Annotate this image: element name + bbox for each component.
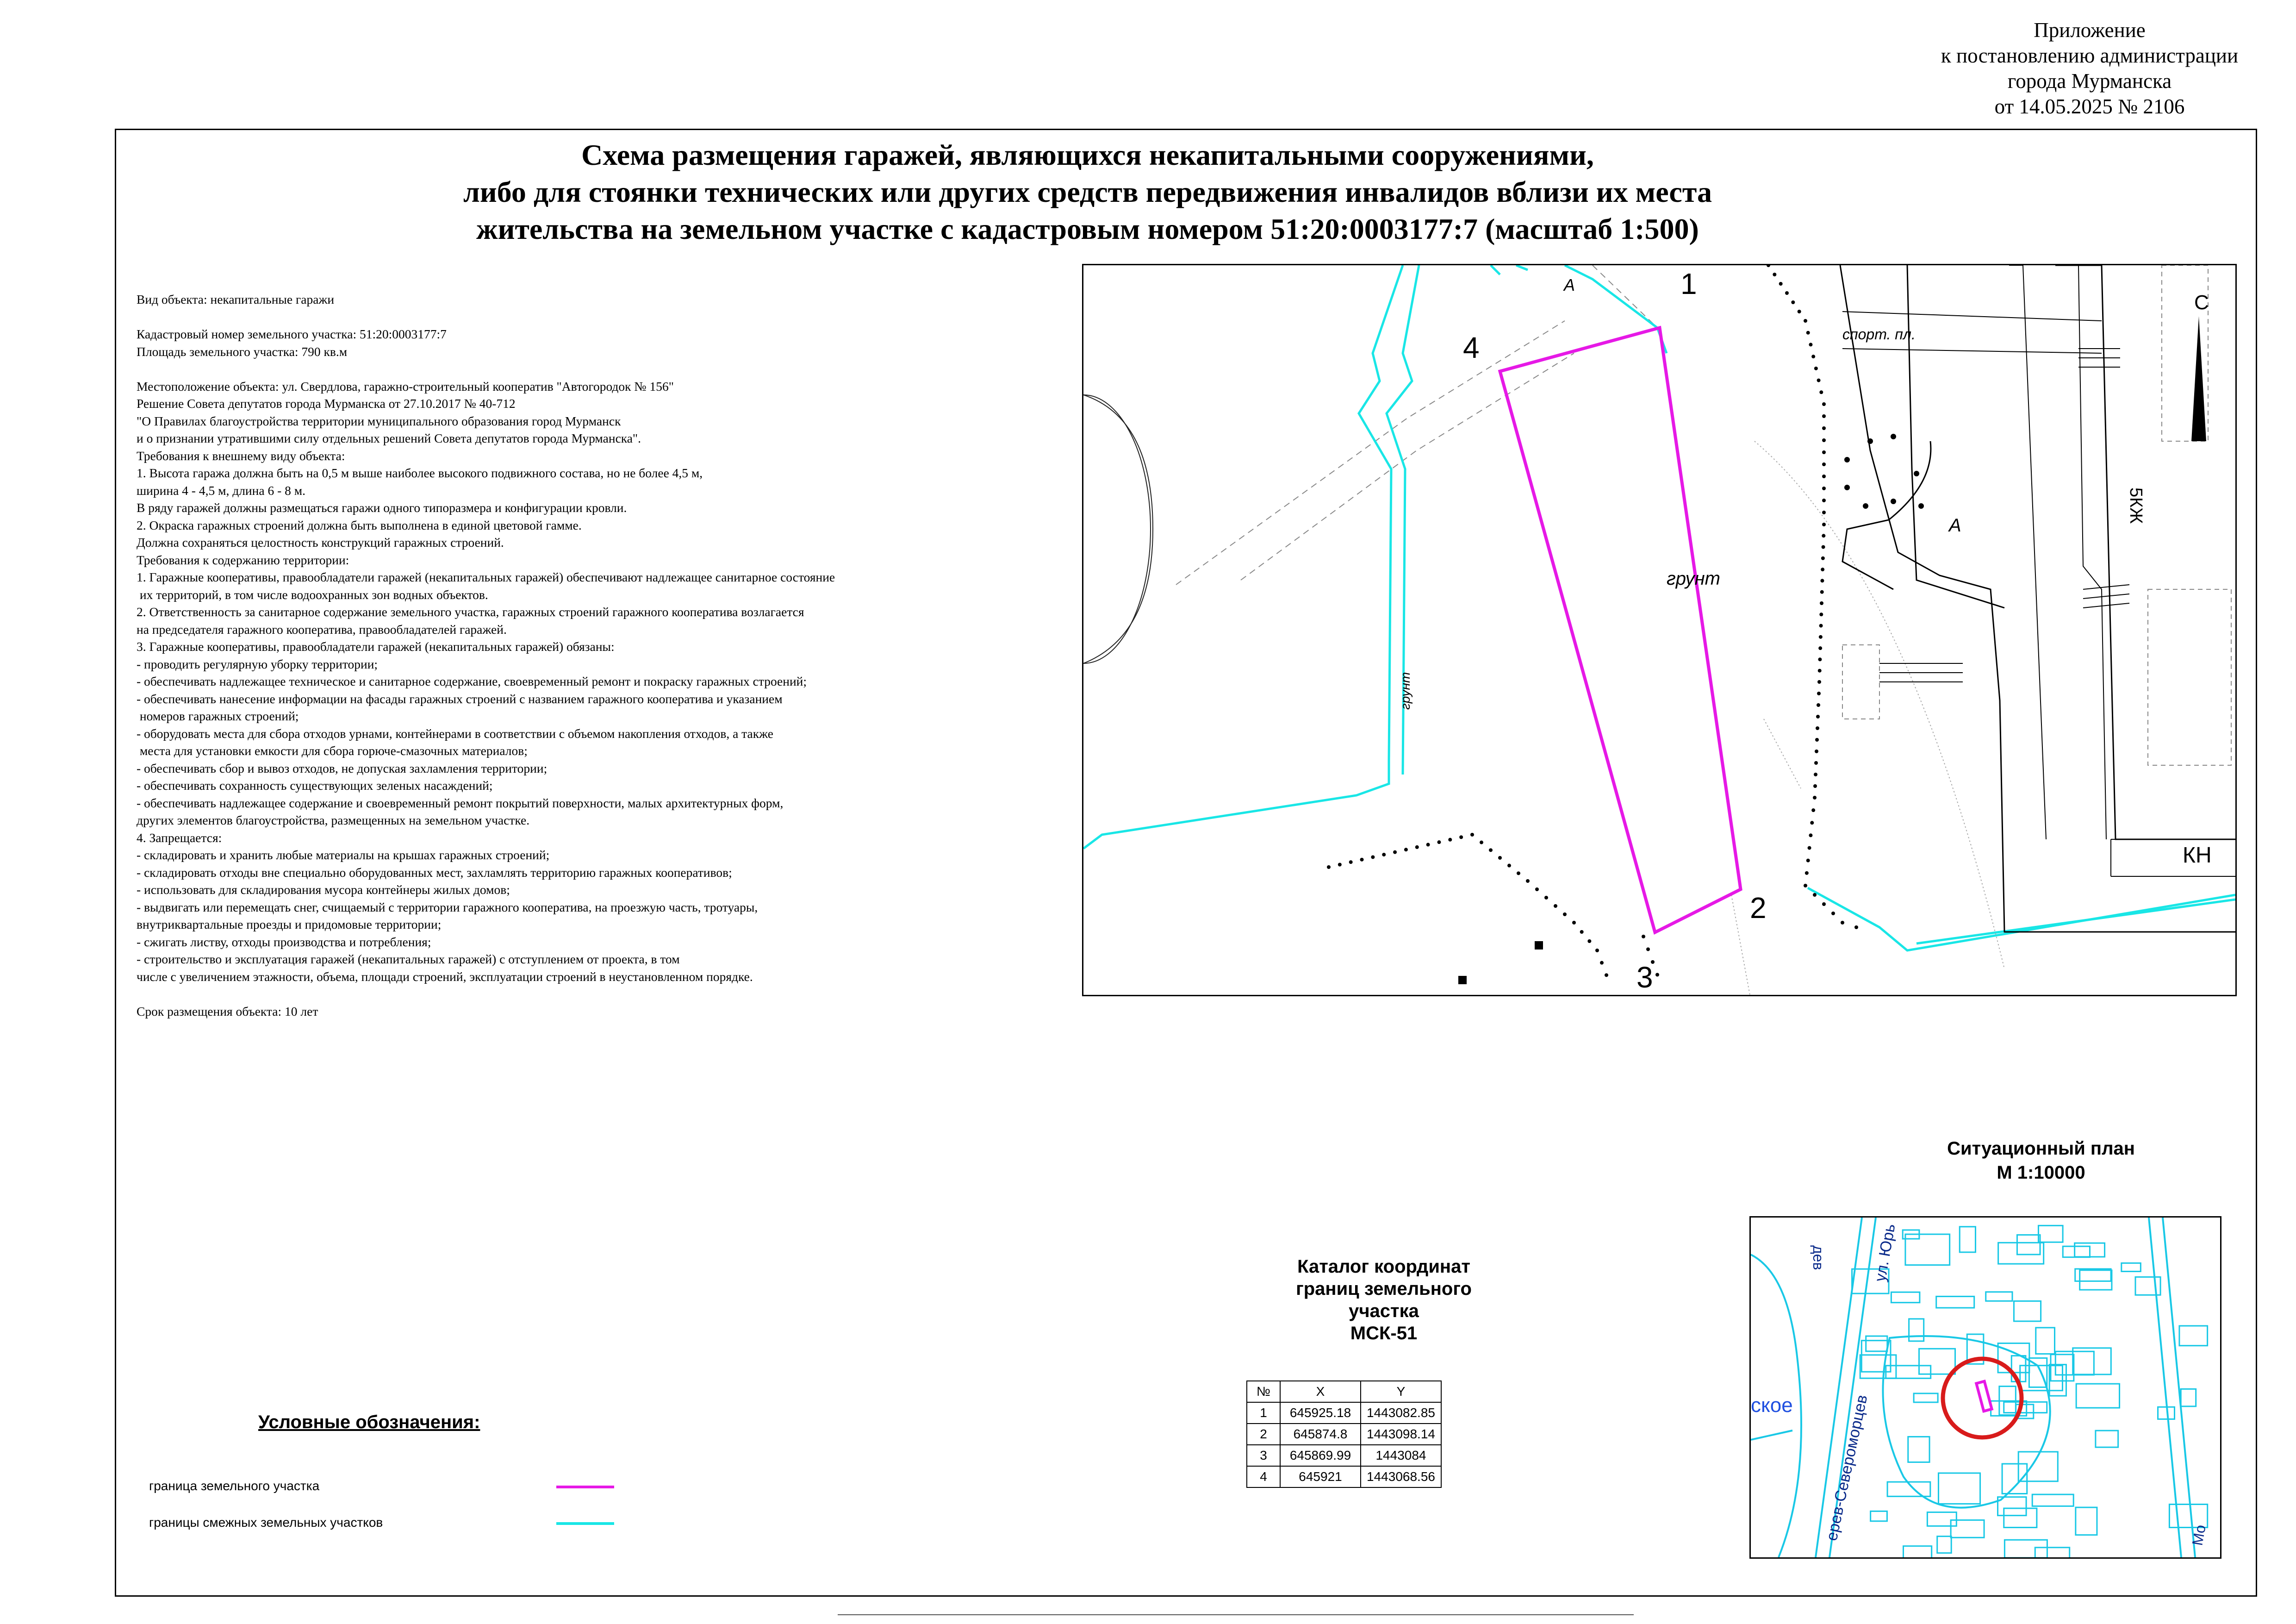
- description-line: - складировать отходы вне специально оборудованных мест, захламлять территорию гаражных кооперативов;: [137, 865, 732, 880]
- label-a-mid: А: [1949, 515, 1961, 536]
- situation-block: [2169, 1504, 2207, 1527]
- dot-marker: [1393, 850, 1397, 854]
- dot-marker: [1595, 949, 1599, 952]
- dot-marker: [1554, 904, 1557, 908]
- dot-marker: [1822, 402, 1826, 406]
- situation-block: [1866, 1336, 1887, 1351]
- dot-marker: [1426, 843, 1430, 847]
- dot-marker: [1382, 853, 1386, 856]
- situation-block: [2038, 1225, 2063, 1242]
- adjacent-boundaries: [1083, 265, 2235, 950]
- description-line: 1. Гаражные кооперативы, правообладатели гаражей (некапитальных гаражей) обеспечивают надлежащее санитарное состояние: [137, 570, 835, 584]
- table-row: [1247, 1445, 1441, 1466]
- location-circle-icon: [1943, 1359, 2022, 1437]
- cell-x: 645921: [1280, 1466, 1361, 1487]
- dot-marker: [1587, 939, 1591, 943]
- description-line: - сжигать листву, отходы производства и потребления;: [137, 934, 431, 949]
- situation-block: [1998, 1243, 2044, 1264]
- label-sport-ground: спорт. пл.: [1842, 326, 1916, 343]
- dot-marker: [1806, 859, 1810, 862]
- approval-line: Приложение: [2034, 19, 2146, 42]
- description-line: - проводить регулярную уборку территории;: [137, 656, 378, 671]
- description-line: - обеспечивать сохранность существующих зеленых насаждений;: [137, 778, 493, 793]
- street-label: ерев-Североморцев: [1823, 1393, 1871, 1543]
- description-line: 2. Ответственность за санитарное содержание земельного участка, гаражных строений гаражного кооператива возлагается: [137, 605, 804, 619]
- legend-line-parcel: [556, 1486, 614, 1488]
- situation-block: [1936, 1296, 1974, 1308]
- dot-marker: [1806, 331, 1810, 335]
- dot-marker: [1404, 848, 1408, 851]
- description-line: других элементов благоустройства, размещенных на земельном участке.: [137, 813, 530, 827]
- building-kn: [2111, 839, 2235, 876]
- building-outline: [1840, 265, 2235, 932]
- dot-marker: [1822, 499, 1826, 502]
- description-line: Срок размещения объекта: 10 лет: [137, 1004, 318, 1018]
- dot-marker: [1480, 841, 1483, 844]
- dot-marker: [1327, 865, 1331, 869]
- dot-marker: [1814, 773, 1817, 776]
- point-label-1: 1: [1680, 267, 1697, 300]
- dot-marker: [1815, 750, 1818, 753]
- description-line: [137, 985, 1062, 1003]
- land-parcel-boundary: [1500, 328, 1741, 932]
- legend-line-adjacent: [556, 1522, 614, 1525]
- dot-marker: [1805, 871, 1809, 875]
- title-line: жительства на земельном участке с кадастровым номером 51:20:0003177:7 (масштаб 1:500): [476, 212, 1699, 245]
- description-line: [137, 360, 1062, 378]
- dot-marker: [1822, 487, 1826, 490]
- description-line: - выдвигать или перемещать снег, счищаемый с территории гаражного кооператива, на проезжую часть, тротуары,: [137, 899, 758, 914]
- path-trace: [1764, 719, 1801, 788]
- dot-marker: [1820, 579, 1824, 582]
- situation-block: [1937, 1537, 1951, 1553]
- catalog-title-line: участка: [1349, 1301, 1419, 1321]
- dot-marker: [1819, 612, 1823, 616]
- description-line: - обеспечивать надлежащее техническое и санитарное содержание, своевременный ремонт и покраску гаражных строений;: [137, 674, 807, 688]
- dot-marker: [1642, 935, 1645, 938]
- header-y: Y: [1361, 1381, 1441, 1402]
- description-line: внутриквартальные проезды и придомовые территории;: [137, 917, 442, 931]
- dot-marker: [1822, 438, 1826, 442]
- dot-marker: [1605, 973, 1608, 977]
- dot-marker: [1349, 860, 1353, 864]
- description-line: - строительство и эксплуатация гаражей (некапитальных гаражей) с отступлением от проекта, в том: [137, 952, 680, 966]
- description-line: Местоположение объекта: ул. Свердлова, гаражно-строительный кооператив "Автогородок № 156": [137, 379, 674, 394]
- header-number: №: [1247, 1381, 1280, 1402]
- arc-outline: [1083, 395, 1151, 663]
- situation-block: [1960, 1227, 1975, 1252]
- dot-marker: [1831, 912, 1835, 915]
- description-line: Решение Совета депутатов города Мурманска от 27.10.2017 № 40-712: [137, 396, 516, 411]
- description-line: 1. Высота гаража должна быть на 0,5 м выше наиболее высокого подвижного состава, но не более 4,5 м,: [137, 466, 703, 480]
- label-a-top: А: [1564, 275, 1575, 294]
- dot-marker: [1822, 450, 1826, 454]
- dashed-structure: [2148, 589, 2231, 765]
- dot-marker: [1817, 379, 1821, 382]
- dot-marker: [1811, 355, 1815, 358]
- cell-x: 645874.8: [1280, 1424, 1361, 1445]
- description-line: 4. Запрещается:: [137, 830, 222, 845]
- dot-marker: [1822, 414, 1826, 418]
- situation-block: [2032, 1494, 2073, 1506]
- dot-marker: [1822, 545, 1825, 549]
- description-line: Площадь земельного участка: 790 кв.м: [137, 344, 348, 359]
- building-5kzh: [2078, 265, 2106, 839]
- approval-line: от 14.05.2025 № 2106: [1994, 95, 2185, 118]
- description-line: 3. Гаражные кооперативы, правообладатели гаражей (некапитальных гаражей) обязаны:: [137, 639, 615, 654]
- dot-marker: [1815, 738, 1819, 742]
- description-line: Вид объекта: некапитальные гаражи: [137, 292, 335, 306]
- dot-marker: [1822, 426, 1826, 430]
- dot-marker: [1822, 475, 1826, 478]
- dot-marker: [1544, 896, 1548, 899]
- page-title: [231, 137, 1944, 248]
- cell-y: 1443068.56: [1361, 1466, 1441, 1487]
- dot-marker: [1813, 796, 1817, 800]
- catalog-title: [1259, 1255, 1509, 1344]
- situation-block: [1938, 1473, 1980, 1504]
- dot-marker: [1817, 680, 1821, 684]
- dot-marker: [1809, 833, 1812, 837]
- dot-marker: [1338, 863, 1342, 867]
- dot-marker: [1459, 835, 1463, 839]
- description-line: - оборудовать места для сбора отходов урнами, контейнерами в соответствии с объемом накопления отходов, а также: [137, 726, 773, 741]
- dot-marker: [1811, 808, 1815, 812]
- building-5kzh: [2055, 265, 2235, 839]
- table-header-row: [1247, 1381, 1441, 1402]
- situation-block: [2004, 1540, 2047, 1557]
- situation-block: [2076, 1507, 2097, 1535]
- dot-marker: [1817, 703, 1820, 707]
- legend-label-adjacent: границы смежных земельных участков: [149, 1515, 383, 1530]
- cell-number: 1: [1247, 1402, 1280, 1424]
- description-line: - использовать для складирования мусора контейнеры жилых домов;: [137, 882, 510, 897]
- catalog-title-line: границ земельного: [1296, 1279, 1472, 1299]
- situation-block: [2179, 1326, 2208, 1346]
- dot-marker: [1816, 715, 1820, 718]
- dot-marker: [1785, 291, 1789, 295]
- catalog-title-line: МСК-51: [1350, 1323, 1418, 1343]
- dot-marker: [1841, 921, 1844, 924]
- cell-y: 1443098.14: [1361, 1424, 1441, 1445]
- label-building-5kzh: 5КЖ: [2126, 487, 2146, 524]
- situation-block: [2014, 1301, 2041, 1321]
- legend-title: Условные обозначения:: [258, 1412, 480, 1432]
- point-label-4: 4: [1463, 331, 1480, 364]
- situation-block: [2002, 1464, 2027, 1494]
- cell-number: 3: [1247, 1445, 1280, 1466]
- building-outline: [1842, 441, 1931, 589]
- description-line: номеров гаражных строений;: [137, 709, 299, 723]
- situation-block: [1909, 1319, 1924, 1341]
- dot-marker: [1646, 948, 1650, 951]
- title-line: либо для стоянки технических или других средств передвижения инвалидов вблизи их места: [463, 175, 1712, 208]
- dot-marker: [1822, 902, 1826, 906]
- dot-marker: [1517, 871, 1520, 875]
- dot-marker: [1489, 848, 1493, 852]
- table-row: [1247, 1402, 1441, 1424]
- dot-marker: [1580, 930, 1584, 934]
- dot-marker: [1818, 657, 1822, 661]
- situation-plan-map: [1749, 1216, 2221, 1559]
- street-label: Мо: [2189, 1523, 2209, 1547]
- dot-marker: [1791, 300, 1795, 304]
- path-trace: [1755, 441, 2004, 969]
- legend-label-parcel: граница земельного участка: [149, 1479, 320, 1493]
- table-row: [1247, 1424, 1441, 1445]
- dot-marker: [1817, 692, 1821, 695]
- object-description: [137, 291, 1062, 1020]
- description-line: - обеспечивать сбор и вывоз отходов, не допуская захламления территории;: [137, 761, 548, 775]
- description-line: ширина 4 - 4,5 м, длина 6 - 8 м.: [137, 483, 306, 498]
- point-label-3: 3: [1636, 961, 1653, 994]
- container-icon: [1535, 941, 1543, 949]
- dot-marker: [1813, 784, 1817, 788]
- dot-marker: [1563, 912, 1567, 916]
- street-label: ул. Юрь: [1871, 1222, 1899, 1283]
- street-label: ское: [1751, 1394, 1793, 1417]
- description-line: места для установки емкости для сбора горюче-смазочных материалов;: [137, 743, 528, 758]
- situation-block: [1908, 1437, 1929, 1462]
- dot-marker: [1819, 390, 1823, 394]
- label-kn: КН: [2183, 843, 2212, 868]
- dot-marker: [1813, 893, 1817, 897]
- dot-marker: [1814, 367, 1818, 370]
- dot-marker: [1804, 884, 1807, 887]
- description-line: 2. Окраска гаражных строений должна быть выполнена в единой цветовой гамме.: [137, 518, 582, 532]
- situation-block: [2096, 1430, 2118, 1447]
- description-line: - складировать и хранить любые материалы на крышах гаражных строений;: [137, 848, 550, 862]
- dot-marker: [1600, 961, 1604, 965]
- label-ground: грунт: [1667, 568, 1720, 589]
- cell-number: 4: [1247, 1466, 1280, 1487]
- dashed-structure: [1842, 645, 1879, 719]
- cell-y: 1443082.85: [1361, 1402, 1441, 1424]
- description-line: - обеспечивать надлежащее содержание и своевременный ремонт покрытий поверхности, малых архитектурных форм,: [137, 795, 784, 810]
- approval-line: к постановлению администрации: [1941, 44, 2239, 67]
- dot-marker: [1809, 343, 1812, 346]
- dot-marker: [1415, 845, 1419, 849]
- dot-marker: [1655, 973, 1659, 977]
- dot-marker: [1821, 568, 1824, 571]
- dot-marker: [1507, 864, 1511, 868]
- situation-block: [2036, 1328, 2055, 1354]
- dot-marker: [1773, 273, 1776, 276]
- dot-marker: [1818, 646, 1822, 650]
- dot-marker: [1820, 601, 1823, 605]
- description-line: и о признании утратившими силу отдельных решений Совета депутатов города Мурманска".: [137, 431, 641, 445]
- dot-marker: [1526, 879, 1530, 883]
- street-label: дев: [1810, 1245, 1827, 1270]
- dot-marker: [1767, 265, 1770, 267]
- coordinates-table: [1246, 1380, 1442, 1488]
- situation-title-line: Ситуационный план: [1947, 1138, 2135, 1159]
- description-line: Требования к содержанию территории:: [137, 552, 349, 567]
- dot-marker: [1820, 590, 1824, 594]
- description-line: В ряду гаражей должны размещаться гаражи одного типоразмера и конфигурации кровли.: [137, 500, 627, 515]
- dot-marker: [1779, 282, 1783, 286]
- dot-marker: [1360, 858, 1364, 862]
- situation-block: [1871, 1511, 1887, 1521]
- cell-number: 2: [1247, 1424, 1280, 1445]
- situation-block: [1891, 1292, 1920, 1303]
- description-line: Должна сохраняться целостность конструкций гаражных строений.: [137, 535, 504, 550]
- arc-outline: [1083, 395, 1153, 663]
- situation-block: [2076, 1384, 2119, 1408]
- dot-marker: [1814, 761, 1818, 765]
- dot-marker: [1810, 821, 1814, 824]
- table-row: [1247, 1466, 1441, 1487]
- dashed-boundary: [1176, 321, 1565, 585]
- dot-marker: [1371, 855, 1375, 859]
- situation-block: [2122, 1263, 2141, 1271]
- situation-block: [2004, 1402, 2047, 1412]
- description-line: - обеспечивать нанесение информации на фасады гаражных строений с названием гаражного кооператива и указанием: [137, 691, 783, 706]
- dot-marker: [1808, 846, 1811, 850]
- dot-marker: [1798, 310, 1801, 313]
- stairs: [1842, 312, 2129, 682]
- description-line: [137, 308, 1062, 326]
- cell-x: 645925.18: [1280, 1402, 1361, 1424]
- north-arrow-icon: [2191, 316, 2206, 441]
- dot-marker: [1822, 534, 1825, 537]
- dot-marker: [1816, 726, 1819, 730]
- description-line: числе с увеличением этажности, объема, площади строений, эксплуатации строений в неустановленном порядке.: [137, 969, 753, 984]
- dot-marker: [1437, 840, 1441, 844]
- cell-y: 1443084: [1361, 1445, 1441, 1466]
- dot-marker: [1822, 511, 1826, 514]
- dotted-paths: [1327, 265, 1858, 977]
- situation-block: [2181, 1389, 2196, 1406]
- dot-marker: [1822, 462, 1826, 466]
- description-line: "О Правилах благоустройства территории муниципального образования город Мурманск: [137, 413, 621, 428]
- situation-block: [1886, 1366, 1931, 1378]
- situation-block: [1914, 1393, 1938, 1402]
- description-line: Кадастровый номер земельного участка: 51:20:0003177:7: [137, 327, 447, 341]
- approval-line: города Мурманска: [2007, 69, 2172, 93]
- dot-marker: [1818, 669, 1822, 673]
- path-trace: [1731, 895, 1750, 995]
- label-ground-left: грунт: [1398, 672, 1412, 710]
- dot-marker: [1572, 921, 1576, 924]
- situation-plan-title: [1833, 1137, 2249, 1185]
- situation-block: [1903, 1546, 1931, 1557]
- dot-marker: [1819, 624, 1823, 628]
- catalog-title-line: Каталог координат: [1297, 1256, 1470, 1277]
- parcel-marker: [1976, 1381, 1991, 1412]
- container-icon: [1458, 976, 1467, 984]
- approval-block: [1930, 18, 2249, 119]
- situation-block: [1919, 1349, 1955, 1374]
- dot-marker: [1535, 887, 1539, 891]
- situation-block: [2035, 1548, 2069, 1557]
- point-label-2: 2: [1750, 891, 1767, 924]
- dot-marker: [1822, 523, 1826, 526]
- situation-block: [2017, 1235, 2040, 1254]
- north-label: С: [2194, 291, 2209, 314]
- dot-marker: [1854, 925, 1858, 929]
- situation-block: [1986, 1292, 2012, 1301]
- situation-scale: М 1:10000: [1997, 1162, 2085, 1183]
- bottom-rule: [838, 1614, 1634, 1615]
- dot-marker: [1498, 856, 1502, 860]
- situation-block: [2004, 1508, 2037, 1527]
- situation-block: [1927, 1512, 1956, 1526]
- dashed-boundary: [1593, 265, 1657, 328]
- title-line: Схема размещения гаражей, являющихся некапитальными сооружениями,: [581, 138, 1594, 171]
- description-line: Требования к внешнему виду объекта:: [137, 448, 345, 463]
- dot-marker: [1448, 838, 1452, 842]
- situation-block: [2063, 1246, 2090, 1257]
- dot-marker: [1821, 556, 1825, 560]
- dot-marker: [1470, 833, 1474, 837]
- cell-x: 645869.99: [1280, 1445, 1361, 1466]
- header-x: X: [1280, 1381, 1361, 1402]
- situation-block: [2080, 1270, 2112, 1290]
- dot-marker: [1804, 319, 1807, 323]
- dot-marker: [1819, 635, 1823, 639]
- description-line: на председателя гаражного кооператива, правообладателей гаражей.: [137, 622, 507, 637]
- main-map: [1082, 264, 2237, 996]
- description-line: их территорий, в том числе водоохранных зон водных объектов.: [137, 587, 488, 602]
